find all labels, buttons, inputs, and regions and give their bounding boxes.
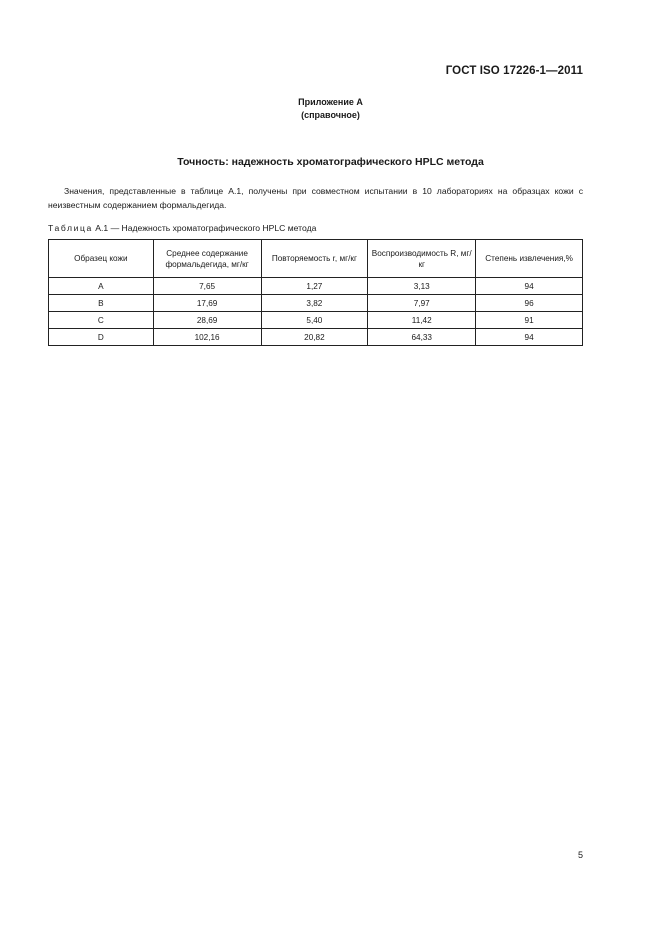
header-sample: Образец кожи: [49, 240, 154, 278]
cell-mean-content: 17,69: [153, 295, 261, 312]
cell-reproducibility: 3,13: [368, 278, 476, 295]
precision-table: [48, 239, 583, 346]
cell-mean-content: 7,65: [153, 278, 261, 295]
table-row: [49, 312, 583, 329]
table-header-row: [49, 240, 583, 278]
annex-type: (справочное): [301, 110, 360, 120]
table-row: [49, 278, 583, 295]
cell-repeatability: 20,82: [261, 329, 368, 346]
cell-mean-content: 28,69: [153, 312, 261, 329]
cell-sample: D: [49, 329, 154, 346]
cell-repeatability: 5,40: [261, 312, 368, 329]
table-caption-label: Таблица: [48, 223, 93, 233]
cell-sample: B: [49, 295, 154, 312]
intro-paragraph: Значения, представленные в таблице А.1, получены при совместном испытании в 10 лабораториях на образцах кожи с неизвестным содержанием формальдегида.: [48, 186, 583, 210]
table-row: [49, 295, 583, 312]
header-reproducibility: Воспроизводимость R, мг/кг: [368, 240, 476, 278]
table-row: [49, 329, 583, 346]
cell-recovery: 94: [476, 329, 583, 346]
cell-repeatability: 3,82: [261, 295, 368, 312]
annex-heading: [0, 96, 661, 122]
cell-recovery: 91: [476, 312, 583, 329]
cell-mean-content: 102,16: [153, 329, 261, 346]
section-title: Точность: надежность хроматографического HPLC метода: [177, 156, 484, 168]
cell-reproducibility: 64,33: [368, 329, 476, 346]
annex-label: Приложение А: [298, 97, 363, 107]
cell-recovery: 96: [476, 295, 583, 312]
page-number: 5: [577, 850, 583, 860]
table-caption-text: А.1 — Надежность хроматографического HPLC метода: [92, 223, 317, 233]
cell-repeatability: 1,27: [261, 278, 368, 295]
cell-sample: C: [49, 312, 154, 329]
cell-reproducibility: 7,97: [368, 295, 476, 312]
table-caption: [48, 223, 316, 233]
cell-recovery: 94: [476, 278, 583, 295]
cell-sample: A: [49, 278, 154, 295]
document-code: ГОСТ ISO 17226-1—2011: [445, 65, 583, 77]
header-repeatability: Повторяемость r, мг/кг: [261, 240, 368, 278]
header-recovery: Степень извлечения,%: [476, 240, 583, 278]
header-mean-content: Среднее содержание формальдегида, мг/кг: [153, 240, 261, 278]
cell-reproducibility: 11,42: [368, 312, 476, 329]
